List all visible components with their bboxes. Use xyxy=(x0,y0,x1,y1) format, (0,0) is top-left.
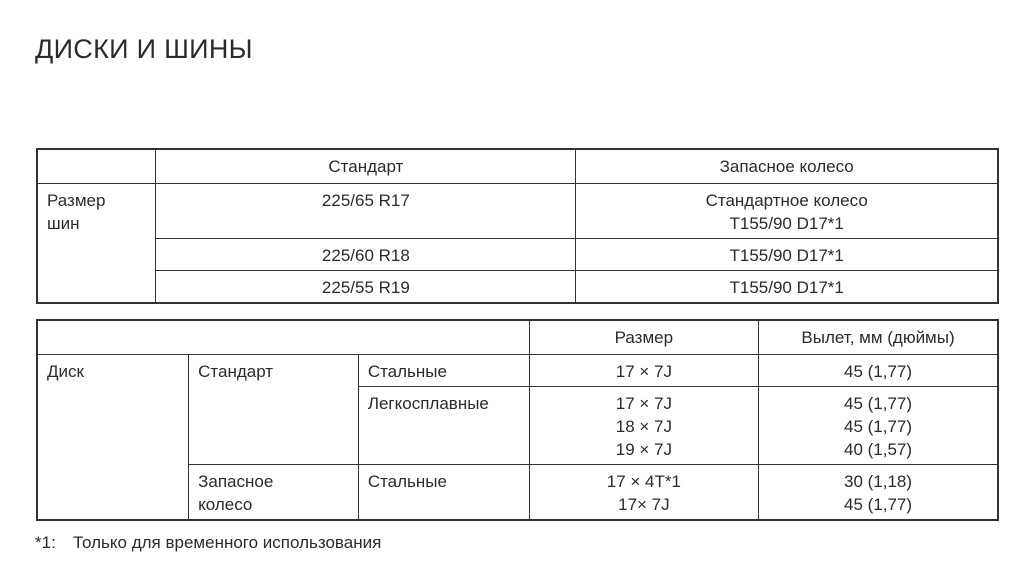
tires-table xyxy=(36,148,999,304)
wheels-row xyxy=(37,354,998,386)
tire-spare-line2: T155/90 D17*1 xyxy=(729,213,844,233)
wheels-header-empty xyxy=(37,320,529,354)
tire-standard-value: 225/55 R19 xyxy=(156,270,576,303)
tires-header-standard: Стандарт xyxy=(156,149,576,183)
steel-label: Стальные xyxy=(358,354,529,386)
tires-row xyxy=(37,270,998,303)
wheel-offset-line: 30 (1,18) xyxy=(844,471,913,491)
wheel-offset-value xyxy=(759,464,998,520)
tire-size-label-line2: шин xyxy=(47,213,80,233)
wheel-size-line: 19 × 7J xyxy=(615,439,672,459)
tires-row xyxy=(37,183,998,238)
tire-spare-value: T155/90 D17*1 xyxy=(576,270,998,303)
disk-label: Диск xyxy=(37,354,189,520)
wheel-offset-line: 45 (1,77) xyxy=(844,494,913,514)
wheels-header-size: Размер xyxy=(529,320,758,354)
tire-standard-value: 225/60 R18 xyxy=(156,238,576,270)
wheel-offset-line: 45 (1,77) xyxy=(844,393,913,413)
page-title: ДИСКИ И ШИНЫ xyxy=(35,34,253,64)
wheel-size-line: 18 × 7J xyxy=(615,416,672,436)
wheels-table xyxy=(36,319,999,521)
wheel-size-line: 17 × 4T*1 xyxy=(606,471,681,491)
wheel-size-line: 17 × 7J xyxy=(615,393,672,413)
wheel-offset-line: 40 (1,57) xyxy=(844,439,913,459)
wheels-header-row xyxy=(37,320,998,354)
tire-spare-line1: Стандартное колесо xyxy=(705,190,868,210)
wheel-size-line: 17× 7J xyxy=(618,494,670,514)
tires-header-empty xyxy=(37,149,156,183)
spare-label-line2: колесо xyxy=(198,494,253,514)
tire-standard-value: 225/65 R17 xyxy=(156,183,576,238)
wheel-offset-value: 45 (1,77) xyxy=(759,354,998,386)
spare-label-line1: Запасное xyxy=(198,471,274,491)
wheel-size-value: 17 × 7J xyxy=(529,354,758,386)
alloy-label: Легкосплавные xyxy=(358,386,529,464)
spare-steel-label: Стальные xyxy=(358,464,529,520)
wheel-offset-line: 45 (1,77) xyxy=(844,416,913,436)
tires-row xyxy=(37,238,998,270)
wheel-offset-value xyxy=(759,386,998,464)
spare-label xyxy=(189,464,359,520)
wheels-header-offset: Вылет, мм (дюймы) xyxy=(759,320,998,354)
tire-spare-value: T155/90 D17*1 xyxy=(576,238,998,270)
tire-size-label xyxy=(37,183,156,303)
footnote-mark: *1: xyxy=(35,533,56,552)
footnote-text: Только для временного использования xyxy=(73,533,382,552)
standard-label: Стандарт xyxy=(189,354,359,464)
tires-header-spare: Запасное колесо xyxy=(576,149,998,183)
tire-size-label-line1: Размер xyxy=(47,190,106,210)
wheel-size-value xyxy=(529,386,758,464)
tire-spare-value xyxy=(576,183,998,238)
footnote xyxy=(35,533,381,553)
wheel-size-value xyxy=(529,464,758,520)
tires-header-row xyxy=(37,149,998,183)
